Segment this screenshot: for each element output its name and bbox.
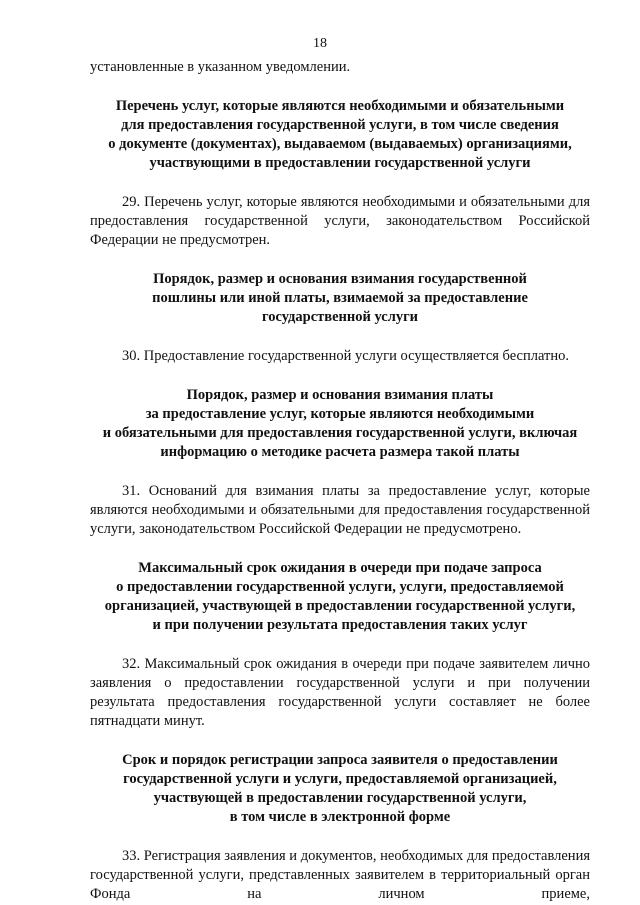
page-number: 18 xyxy=(313,36,327,51)
heading-line: в том числе в электронной форме xyxy=(229,809,451,825)
heading-line: Срок и порядок регистрации запроса заявителя о предоставлении xyxy=(122,752,558,768)
heading-line: о документе (документах), выдаваемом (выдаваемых) организациями, xyxy=(108,136,572,152)
heading-line: участвующей в предоставлении государственной услуги, xyxy=(153,790,527,806)
heading-line: и при получении результата предоставления таких услуг xyxy=(152,617,528,633)
section-heading-3 xyxy=(90,386,590,462)
heading-line: пошлины или иной платы, взимаемой за предоставление xyxy=(152,290,528,306)
heading-line: Перечень услуг, которые являются необходимыми и обязательными xyxy=(115,98,565,114)
heading-line: Порядок, размер и основания взимания государственной xyxy=(153,271,527,287)
paragraph-33: 33. Регистрация заявления и документов, необходимых для предоставления государственной услуги, представленных заявителем в территориальный орган Фонда на личном приеме, xyxy=(90,848,590,902)
heading-line: и обязательными для предоставления государственной услуги, включая xyxy=(102,425,578,441)
intro-text: установленные в указанном уведомлении. xyxy=(90,59,351,75)
heading-line: для предоставления государственной услуги, в том числе сведения xyxy=(121,117,559,133)
section-heading-2 xyxy=(90,270,590,327)
heading-line: за предоставление услуг, которые являются необходимыми xyxy=(145,406,535,422)
paragraph-29: 29. Перечень услуг, которые являются необходимыми и обязательными для предоставления государственной услуги, законодательством Российской Федерации не предусмотрен. xyxy=(90,194,590,248)
heading-line: Максимальный срок ожидания в очереди при подаче запроса xyxy=(138,560,542,576)
heading-line: о предоставлении государственной услуги, услуги, предоставляемой xyxy=(116,579,564,595)
heading-line: государственной услуги xyxy=(261,309,419,325)
section-heading-4 xyxy=(90,559,590,635)
paragraph-31: 31. Оснований для взимания платы за предоставление услуг, которые являются необходимыми и обязательными для предоставления государственной услуги, законодательством Российской Федерации не предусмотрено. xyxy=(90,483,590,537)
document-body xyxy=(90,58,590,904)
paragraph-32: 32. Максимальный срок ожидания в очереди при подаче заявителем лично заявления о предоставлении государственной услуги и при получении результата предоставления государственной услуги составляет не более пятнадцати минут. xyxy=(90,656,590,729)
heading-line: информацию о методике расчета размера такой платы xyxy=(160,444,520,460)
heading-line: государственной услуги и услуги, предоставляемой организацией, xyxy=(123,771,557,787)
heading-line: Порядок, размер и основания взимания платы xyxy=(186,387,494,403)
section-heading-5 xyxy=(90,751,590,827)
paragraph-30: 30. Предоставление государственной услуги осуществляется бесплатно. xyxy=(122,348,569,364)
heading-line: участвующими в предоставлении государственной услуги xyxy=(149,155,531,171)
section-heading-1 xyxy=(90,97,590,173)
heading-line: организацией, участвующей в предоставлении государственной услуги, xyxy=(104,598,576,614)
